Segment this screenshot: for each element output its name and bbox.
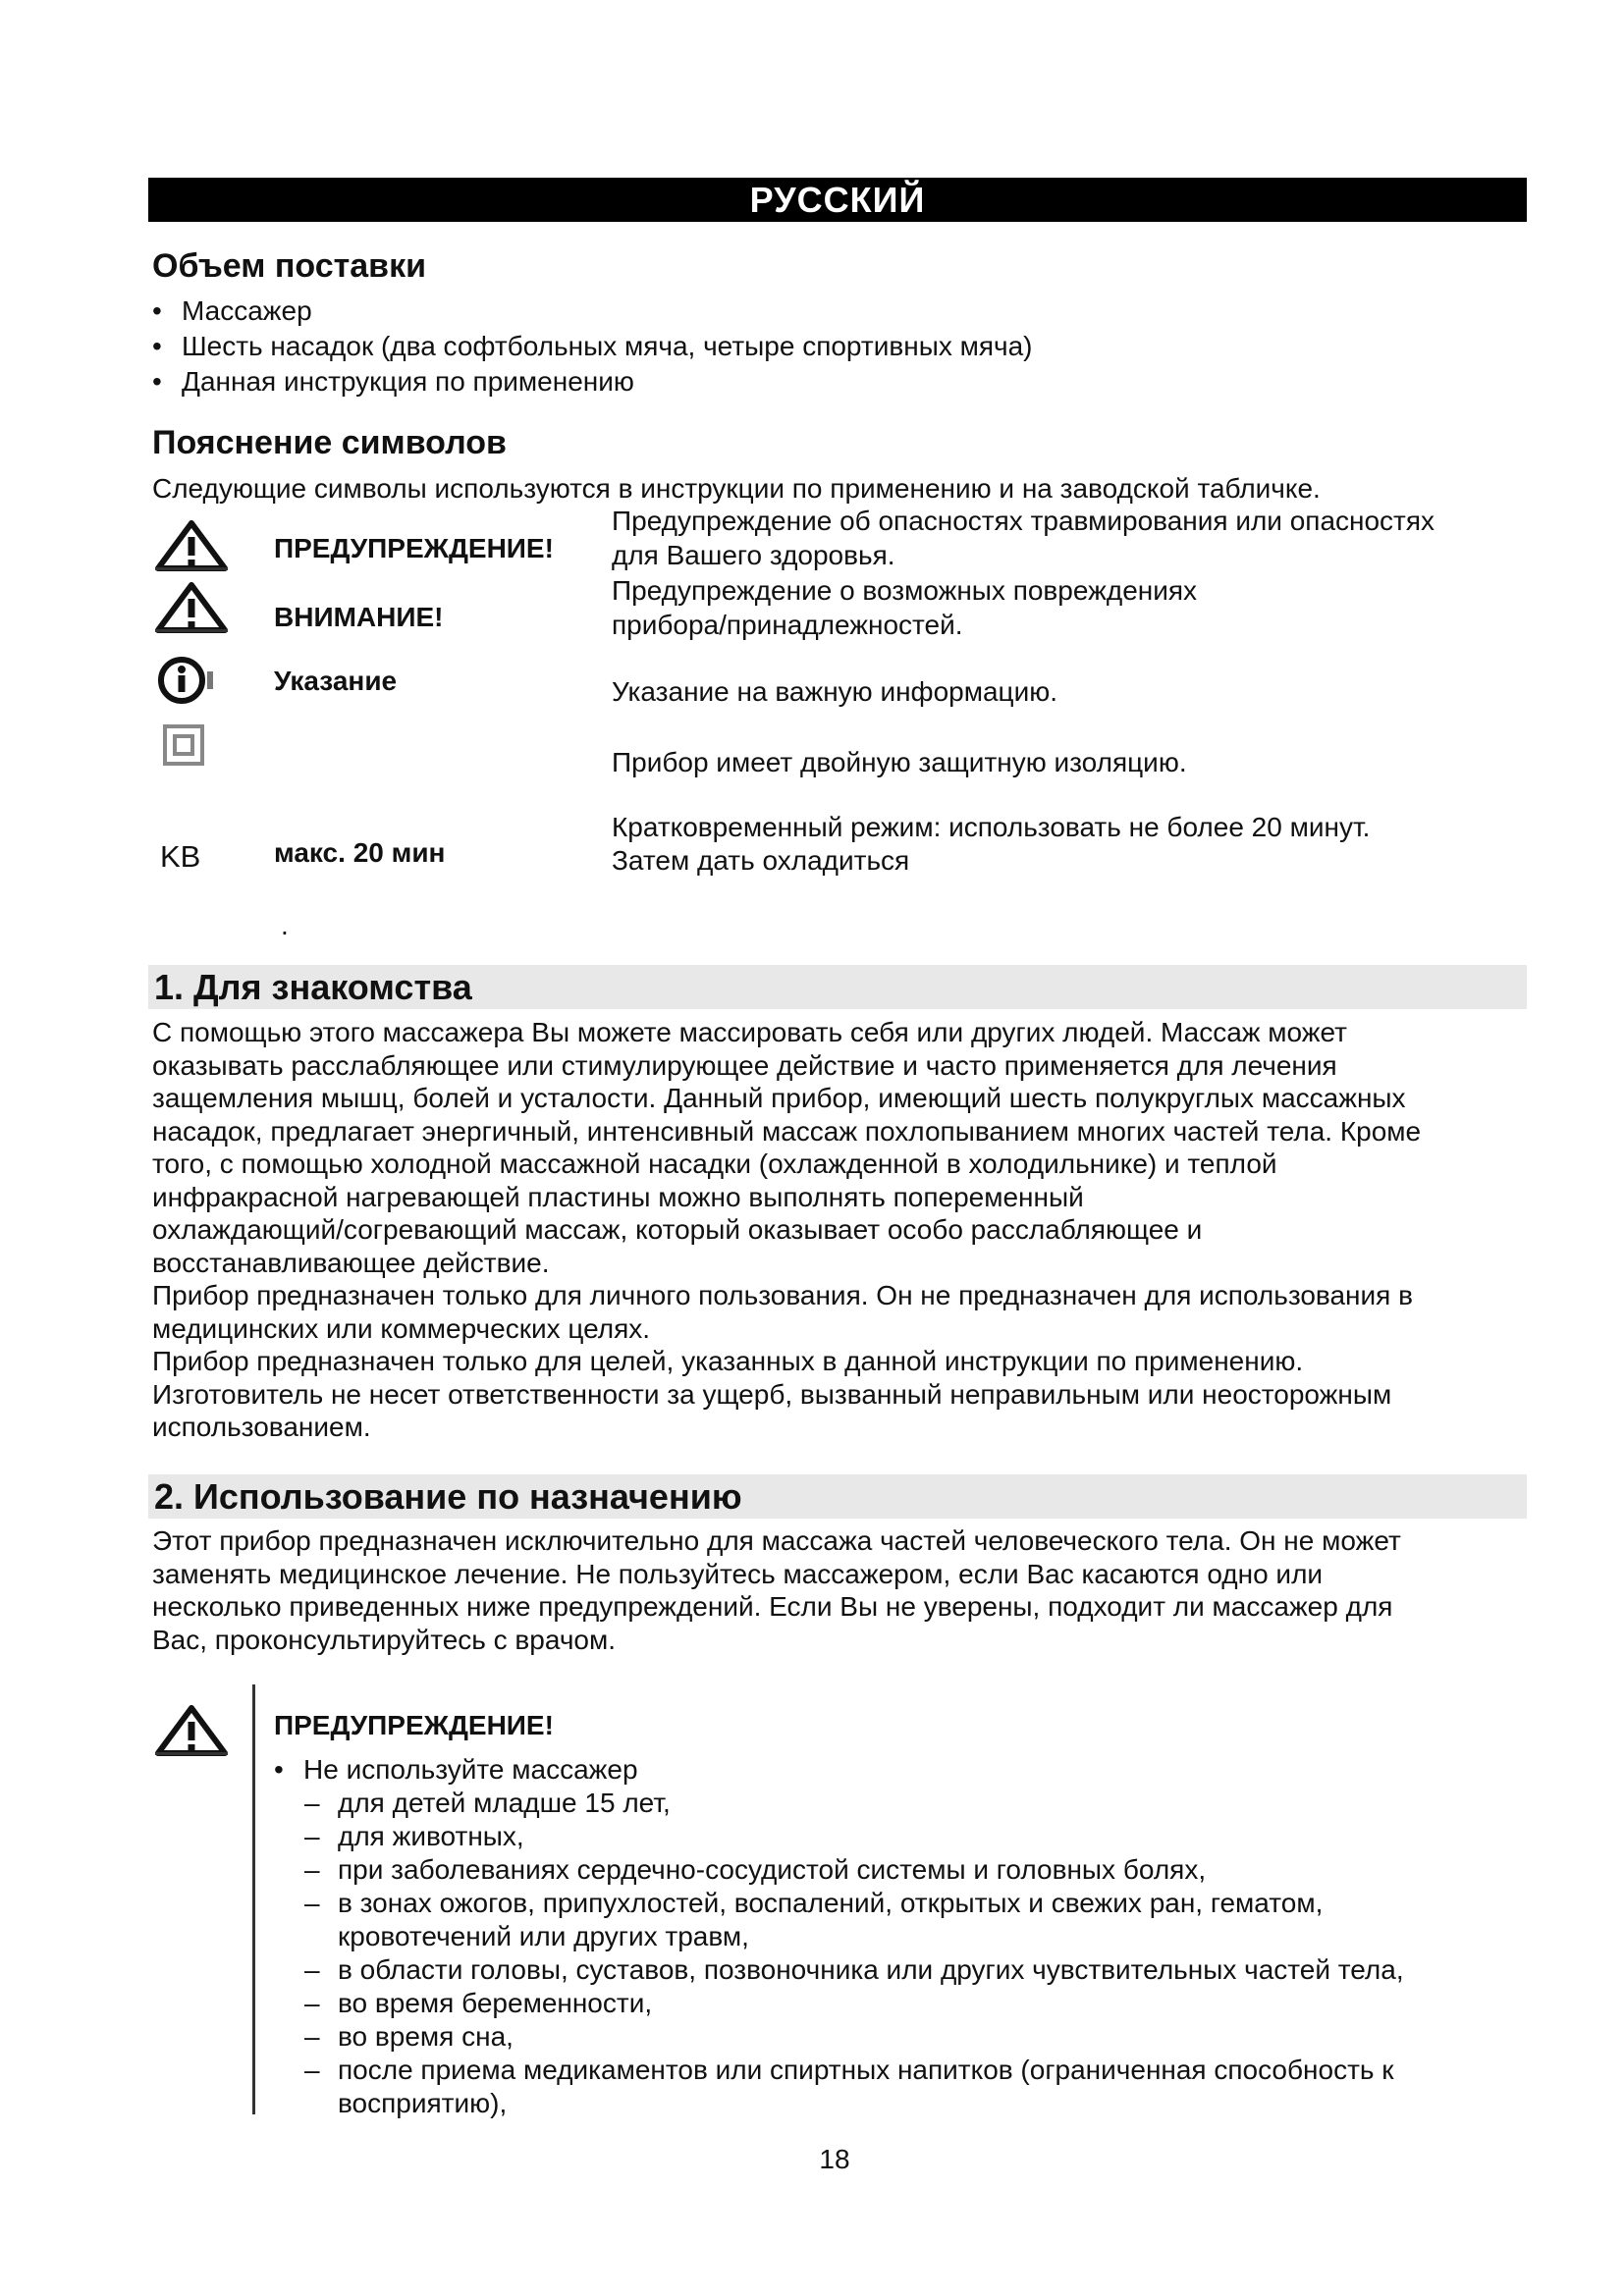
paragraph-line: Вас, проконсультируйтесь с врачом. — [152, 1624, 617, 1655]
paragraph-line: Изготовитель не несет ответственности за ущерб, вызванный неправильным или неосторожным — [152, 1378, 1392, 1410]
list-item: – при заболеваниях сердечно-сосудистой системы и головных болях, — [304, 1853, 1404, 1887]
list-item — [304, 2054, 1404, 2120]
list-item: – для детей младше 15 лет, — [304, 1787, 1404, 1820]
section-2-header — [148, 1474, 1527, 1519]
double-insulation-icon — [162, 723, 205, 767]
section-2-title: 2. Использование по назначению — [154, 1476, 742, 1517]
list-item-line: – в зонах ожогов, припухлостей, воспалений, открытых и свежих ран, гематом, — [338, 1888, 1324, 1918]
paragraph-line: Прибор предназначен только для личного пользования. Он не предназначен для использования в — [152, 1280, 1413, 1310]
paragraph-line: С помощью этого массажера Вы можете массировать себя или других людей. Массаж может — [152, 1017, 1348, 1047]
list-item: • Массажер — [152, 294, 1033, 329]
warning-items — [304, 1787, 1404, 2120]
symbol-desc: Затем дать охладиться — [612, 845, 910, 876]
paragraph-line: Прибор предназначен только для целей, указанных в данной инструкции по применению. — [152, 1346, 1304, 1376]
list-item: – для животных, — [304, 1820, 1404, 1853]
paragraph-line: насадок, предлагает энергичный, интенсивный массаж похлопыванием многих частей тела. Кроме — [152, 1115, 1422, 1147]
section-1-body — [152, 1016, 1527, 1444]
list-item: – во время сна, — [304, 2020, 1404, 2054]
list-item-line: восприятию), — [338, 2088, 508, 2118]
paragraph-line: заменять медицинское лечение. Не пользуйтесь массажером, если Вас касаются одно или — [152, 1558, 1324, 1589]
paragraph-line: оказывать расслабляющее или стимулирующее действие и часто применяется для лечения — [152, 1049, 1337, 1081]
symbol-label-note: Указание — [274, 666, 398, 696]
symbol-label-max-time: макс. 20 мин — [274, 837, 446, 868]
warning-divider — [252, 1684, 255, 2114]
list-item-line: кровотечений или других травм, — [338, 1921, 749, 1951]
symbols-intro: Следующие символы используются в инструкции по применению и на заводской табличке. — [152, 473, 1321, 504]
list-item: – в области головы, суставов, позвоночника или других чувствительных частей тела, — [304, 1953, 1404, 1987]
paragraph-line: защемления мышц, болей и усталости. Данный прибор, имеющий шесть полукруглых массажных — [152, 1083, 1406, 1113]
section-2-body — [152, 1524, 1527, 1656]
symbol-desc: Кратковременный режим: использовать не более 20 минут. — [612, 812, 1371, 842]
list-item-line: – после приема медикаментов или спиртных напитков (ограниченная способность к — [338, 2055, 1394, 2085]
paragraph-line: того, с помощью холодной массажной насадки (охлажденной в холодильнике) и теплой — [152, 1148, 1277, 1179]
paragraph-line: несколько приведенных ниже предупреждений. Если Вы не уверены, подходит ли массажер для — [152, 1591, 1393, 1622]
symbol-label-attention: ВНИМАНИЕ! — [274, 602, 444, 632]
symbol-desc: Предупреждение о возможных повреждениях — [612, 575, 1198, 606]
info-icon — [157, 654, 216, 707]
kb-mode-symbol: KB — [160, 839, 201, 874]
page-number: 18 — [819, 2144, 850, 2174]
symbol-desc: для Вашего здоровья. — [612, 540, 895, 570]
paragraph-line: охлаждающий/согревающий массаж, который оказывает особо расслабляющее и — [152, 1214, 1203, 1245]
symbol-desc: Прибор имеет двойную защитную изоляцию. — [612, 747, 1187, 777]
delivery-list — [152, 294, 1033, 400]
language-title: РУССКИЙ — [749, 180, 926, 220]
symbol-label-warning: ПРЕДУПРЕЖДЕНИЕ! — [274, 533, 554, 563]
list-item: • Не используйте массажер — [274, 1753, 638, 1787]
list-item: – во время беременности, — [304, 1987, 1404, 2020]
delivery-title: Объем поставки — [152, 247, 426, 285]
paragraph-line: медицинских или коммерческих целях. — [152, 1312, 651, 1344]
section-1-header — [148, 965, 1527, 1009]
language-header — [148, 178, 1527, 222]
warning-triangle-icon — [155, 1705, 228, 1756]
symbol-desc: Предупреждение об опасностях травмирования или опасностях — [612, 506, 1435, 536]
symbol-desc: прибора/принадлежностей. — [612, 610, 963, 640]
list-item: • Шесть насадок (два софтбольных мяча, четыре спортивных мяча) — [152, 329, 1033, 364]
paragraph-line: восстанавливающее действие. — [152, 1247, 550, 1278]
warning-bullet-list — [274, 1753, 638, 1787]
section-1-title: 1. Для знакомства — [154, 967, 472, 1007]
warning-triangle-icon — [155, 582, 228, 633]
symbols-title: Пояснение символов — [152, 424, 507, 461]
paragraph-line: использованием. — [152, 1412, 371, 1442]
stray-dot: . — [281, 910, 289, 940]
warning-title: ПРЕДУПРЕЖДЕНИЕ! — [274, 1710, 554, 1740]
list-item — [304, 1887, 1404, 1953]
warning-triangle-icon — [155, 520, 228, 571]
paragraph-line: Этот прибор предназначен исключительно для массажа частей человеческого тела. Он не может — [152, 1525, 1401, 1556]
list-item: • Данная инструкция по применению — [152, 364, 1033, 400]
symbol-desc: Указание на важную информацию. — [612, 676, 1058, 707]
paragraph-line: инфракрасной нагревающей пластины можно выполнять попеременный — [152, 1181, 1084, 1212]
